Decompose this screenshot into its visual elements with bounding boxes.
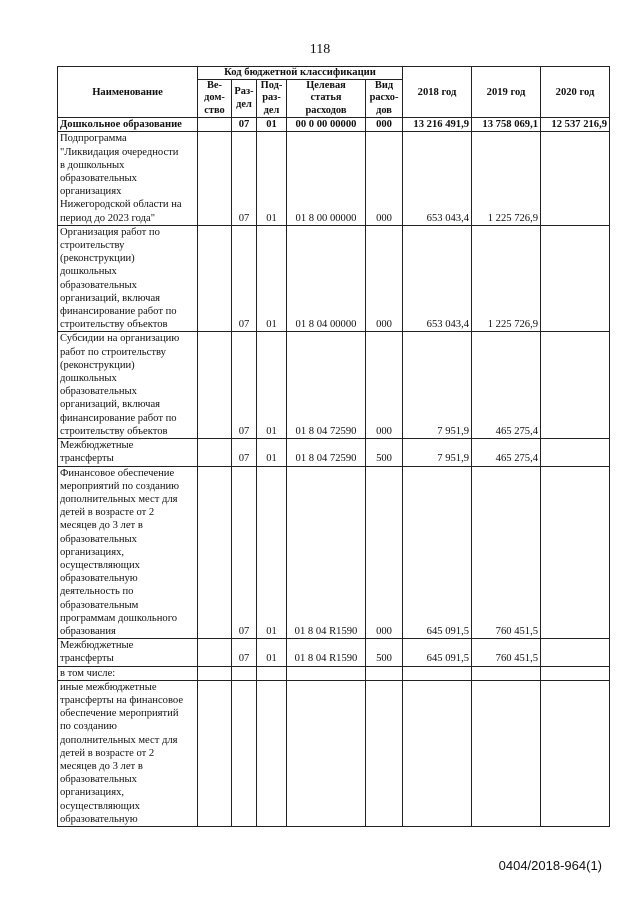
cell-vedomstvo — [198, 132, 232, 225]
cell-name: Организация работ по строительству (реконструкции) дошкольных образовательных организаций, включая финансирование работ по строительству объектов — [58, 225, 198, 332]
cell-vedomstvo — [198, 439, 232, 466]
table-row — [58, 666, 610, 680]
cell-razdel — [232, 680, 257, 826]
cell-celevaya: 01 8 04 72590 — [287, 439, 366, 466]
cell-vid: 000 — [366, 332, 403, 439]
cell-2019 — [472, 666, 541, 680]
header-name: Наименование — [58, 67, 198, 118]
cell-celevaya: 00 0 00 00000 — [287, 118, 366, 132]
cell-vid: 500 — [366, 639, 403, 666]
header-podrazdel: Под- раз- дел — [257, 80, 287, 118]
cell-vedomstvo — [198, 466, 232, 639]
header-celevaya: Целевая статья расходов — [287, 80, 366, 118]
cell-name: Межбюджетные трансферты — [58, 439, 198, 466]
cell-celevaya — [287, 680, 366, 826]
cell-podrazdel: 01 — [257, 466, 287, 639]
header-2020: 2020 год — [541, 67, 610, 118]
cell-celevaya — [287, 666, 366, 680]
table-row — [58, 332, 610, 439]
cell-podrazdel — [257, 666, 287, 680]
cell-vid: 000 — [366, 132, 403, 225]
cell-podrazdel: 01 — [257, 225, 287, 332]
cell-vid — [366, 666, 403, 680]
cell-2018 — [403, 666, 472, 680]
cell-2018: 13 216 491,9 — [403, 118, 472, 132]
header-row-1 — [58, 67, 610, 80]
table-row — [58, 225, 610, 332]
cell-vedomstvo — [198, 666, 232, 680]
header-2019: 2019 год — [472, 67, 541, 118]
cell-celevaya: 01 8 04 R1590 — [287, 466, 366, 639]
cell-celevaya: 01 8 04 72590 — [287, 332, 366, 439]
cell-razdel: 07 — [232, 132, 257, 225]
cell-2019 — [472, 680, 541, 826]
cell-name: Подпрограмма "Ликвидация очередности в дошкольных образовательных организациях Нижегородской области на период до 2023 года" — [58, 132, 198, 225]
cell-vedomstvo — [198, 118, 232, 132]
cell-2018: 645 091,5 — [403, 639, 472, 666]
cell-2020 — [541, 666, 610, 680]
cell-vedomstvo — [198, 639, 232, 666]
cell-name: Финансовое обеспечение мероприятий по созданию дополнительных мест для детей в возрасте от 2 месяцев до 3 лет в образовательных организациях, осуществляющих образовательную деятельность по образовательным программам дошкольного образования — [58, 466, 198, 639]
cell-vid: 000 — [366, 118, 403, 132]
cell-2020 — [541, 639, 610, 666]
table-row — [58, 132, 610, 225]
cell-podrazdel: 01 — [257, 118, 287, 132]
cell-podrazdel: 01 — [257, 639, 287, 666]
cell-razdel: 07 — [232, 639, 257, 666]
cell-name: в том числе: — [58, 666, 198, 680]
cell-2020 — [541, 225, 610, 332]
cell-razdel — [232, 666, 257, 680]
cell-podrazdel: 01 — [257, 132, 287, 225]
cell-2020 — [541, 332, 610, 439]
cell-2020 — [541, 466, 610, 639]
table-body — [58, 118, 610, 827]
cell-2020 — [541, 680, 610, 826]
cell-vid — [366, 680, 403, 826]
cell-celevaya: 01 8 00 00000 — [287, 132, 366, 225]
cell-razdel: 07 — [232, 332, 257, 439]
cell-2018: 653 043,4 — [403, 225, 472, 332]
cell-2020: 12 537 216,9 — [541, 118, 610, 132]
cell-2018: 7 951,9 — [403, 439, 472, 466]
cell-2018 — [403, 680, 472, 826]
table-row — [58, 439, 610, 466]
cell-vedomstvo — [198, 680, 232, 826]
table-row — [58, 466, 610, 639]
page-number: 118 — [309, 42, 331, 57]
table-row — [58, 639, 610, 666]
cell-vid: 000 — [366, 466, 403, 639]
cell-name: иные межбюджетные трансферты на финансовое обеспечение мероприятий по созданию дополнительных мест для детей в возрасте от 2 месяцев до 3 лет в образовательных организациях, осуществляющих образовательную — [58, 680, 198, 826]
cell-2019: 1 225 726,9 — [472, 132, 541, 225]
table-row — [58, 680, 610, 826]
header-razdel: Раз- дел — [232, 80, 257, 118]
header-code-group: Код бюджетной классификации — [198, 67, 403, 80]
cell-2019: 760 451,5 — [472, 639, 541, 666]
cell-2019: 465 275,4 — [472, 332, 541, 439]
budget-table — [57, 66, 610, 827]
cell-razdel: 07 — [232, 118, 257, 132]
cell-razdel: 07 — [232, 439, 257, 466]
cell-2020 — [541, 132, 610, 225]
cell-podrazdel: 01 — [257, 439, 287, 466]
cell-2019: 465 275,4 — [472, 439, 541, 466]
cell-2018: 645 091,5 — [403, 466, 472, 639]
cell-podrazdel: 01 — [257, 332, 287, 439]
document-number: 0404/2018-964(1) — [498, 858, 602, 873]
cell-razdel: 07 — [232, 466, 257, 639]
cell-vid: 500 — [366, 439, 403, 466]
cell-razdel: 07 — [232, 225, 257, 332]
cell-name: Межбюджетные трансферты — [58, 639, 198, 666]
cell-2018: 653 043,4 — [403, 132, 472, 225]
cell-vid: 000 — [366, 225, 403, 332]
cell-2019: 13 758 069,1 — [472, 118, 541, 132]
header-vid: Вид расхо- дов — [366, 80, 403, 118]
cell-vedomstvo — [198, 332, 232, 439]
cell-celevaya: 01 8 04 00000 — [287, 225, 366, 332]
header-2018: 2018 год — [403, 67, 472, 118]
cell-vedomstvo — [198, 225, 232, 332]
cell-name: Субсидии на организацию работ по строительству (реконструкции) дошкольных образовательных организаций, включая финансирование работ по строительству объектов — [58, 332, 198, 439]
cell-celevaya: 01 8 04 R1590 — [287, 639, 366, 666]
cell-2019: 1 225 726,9 — [472, 225, 541, 332]
cell-name: Дошкольное образование — [58, 118, 198, 132]
cell-podrazdel — [257, 680, 287, 826]
cell-2019: 760 451,5 — [472, 466, 541, 639]
cell-2018: 7 951,9 — [403, 332, 472, 439]
cell-2020 — [541, 439, 610, 466]
table-row — [58, 118, 610, 132]
header-vedomstvo: Ве- дом- ство — [198, 80, 232, 118]
